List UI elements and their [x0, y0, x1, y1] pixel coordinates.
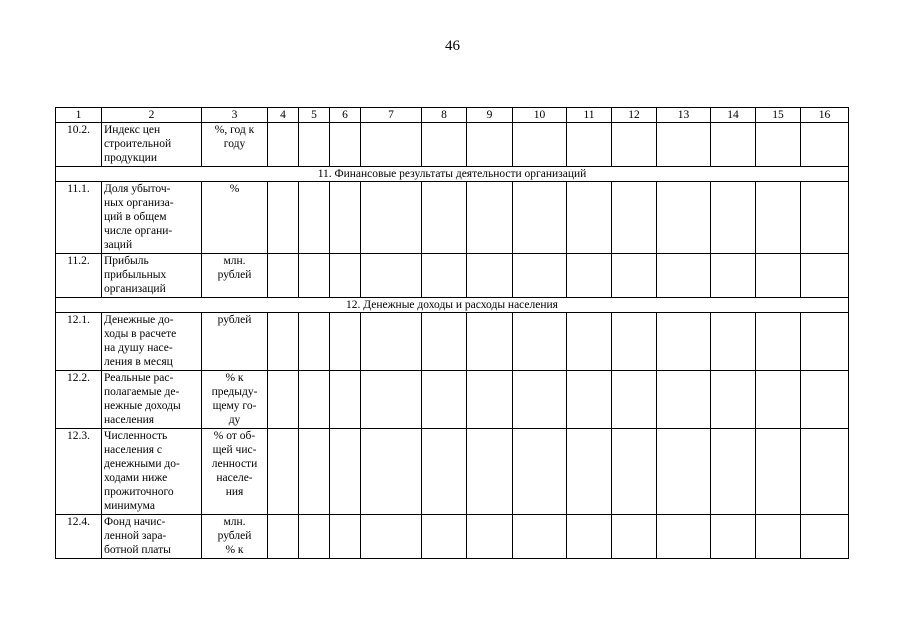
value-cell: [268, 182, 299, 254]
value-cell: [268, 371, 299, 429]
value-cell: [711, 182, 756, 254]
unit-line: млн.: [223, 255, 246, 267]
value-cell: [513, 313, 567, 371]
column-header: 5: [299, 108, 330, 123]
header-row: [56, 108, 849, 123]
value-cell: [513, 371, 567, 429]
statistics-table: [55, 107, 849, 559]
value-cell: [801, 123, 849, 167]
value-cell: [756, 429, 801, 515]
value-cell: [567, 254, 612, 298]
value-cell: [756, 254, 801, 298]
page-number: 46: [445, 38, 460, 54]
unit-line: % от об-: [213, 430, 256, 442]
value-cell: [711, 515, 756, 559]
row-number: 11.2.: [56, 254, 102, 298]
value-cell: [330, 182, 361, 254]
section-row: [56, 298, 849, 313]
value-cell: [361, 429, 422, 515]
value-cell: [657, 313, 711, 371]
indicator-name-line: Реальные рас-: [104, 372, 174, 384]
unit-line: рублей: [217, 314, 252, 326]
unit-line: млн.: [223, 516, 246, 528]
value-cell: [657, 123, 711, 167]
column-header: 8: [422, 108, 467, 123]
value-cell: [513, 254, 567, 298]
value-cell: [711, 123, 756, 167]
value-cell: [268, 313, 299, 371]
unit-line: % к: [225, 372, 244, 384]
value-cell: [299, 254, 330, 298]
value-cell: [361, 182, 422, 254]
indicator-name-line: ходами ниже: [104, 472, 168, 484]
column-header: 4: [268, 108, 299, 123]
value-cell: [299, 123, 330, 167]
indicator-name-line: ных организа-: [104, 197, 174, 209]
unit-line: ду: [228, 414, 241, 426]
value-cell: [711, 313, 756, 371]
value-cell: [361, 313, 422, 371]
value-cell: [467, 313, 513, 371]
indicator-name-line: Индекс цен: [104, 124, 161, 136]
table-row: [56, 123, 849, 167]
value-cell: [801, 515, 849, 559]
value-cell: [361, 371, 422, 429]
value-cell: [268, 254, 299, 298]
row-number: 12.4.: [56, 515, 102, 559]
value-cell: [422, 429, 467, 515]
indicator-name: [102, 371, 202, 429]
value-cell: [361, 515, 422, 559]
value-cell: [513, 515, 567, 559]
value-cell: [422, 515, 467, 559]
table-row: [56, 182, 849, 254]
indicator-name-line: населения: [104, 414, 155, 426]
indicator-name-line: ботной платы: [104, 544, 171, 556]
column-header: 9: [467, 108, 513, 123]
value-cell: [330, 429, 361, 515]
column-header: 15: [756, 108, 801, 123]
value-cell: [801, 254, 849, 298]
value-cell: [467, 429, 513, 515]
unit-line: рублей: [217, 530, 252, 542]
value-cell: [467, 123, 513, 167]
indicator-name-line: населения с: [104, 444, 163, 456]
table-row: [56, 313, 849, 371]
unit-of-measure: [202, 182, 268, 254]
value-cell: [756, 182, 801, 254]
value-cell: [801, 429, 849, 515]
value-cell: [422, 313, 467, 371]
unit-line: % к: [225, 544, 244, 556]
indicator-name: [102, 515, 202, 559]
section-title: 12. Денежные доходы и расходы населения: [56, 298, 849, 313]
row-number: 12.2.: [56, 371, 102, 429]
unit-line: году: [223, 138, 246, 150]
unit-of-measure: [202, 429, 268, 515]
value-cell: [612, 182, 657, 254]
indicator-name-line: Прибыль: [104, 255, 149, 267]
value-cell: [612, 123, 657, 167]
value-cell: [299, 429, 330, 515]
indicator-name: [102, 429, 202, 515]
indicator-name-line: прибыльных: [104, 269, 167, 281]
value-cell: [657, 515, 711, 559]
value-cell: [801, 313, 849, 371]
value-cell: [422, 123, 467, 167]
value-cell: [513, 429, 567, 515]
unit-of-measure: [202, 515, 268, 559]
unit-line: населе-: [216, 472, 253, 484]
indicator-name-line: строительной: [104, 138, 172, 150]
value-cell: [330, 515, 361, 559]
value-cell: [299, 515, 330, 559]
indicator-name-line: Доля убыточ-: [104, 183, 171, 195]
value-cell: [801, 182, 849, 254]
indicator-name-line: нежные доходы: [104, 400, 181, 412]
column-header: 3: [202, 108, 268, 123]
value-cell: [657, 182, 711, 254]
indicator-name-line: заций: [104, 239, 133, 251]
unit-line: ленности: [211, 458, 258, 470]
indicator-name-line: ций в общем: [104, 211, 167, 223]
value-cell: [657, 371, 711, 429]
indicator-name-line: на душу насе-: [104, 342, 173, 354]
value-cell: [330, 254, 361, 298]
value-cell: [330, 123, 361, 167]
indicator-name-line: числе органи-: [104, 225, 173, 237]
indicator-name-line: организаций: [104, 283, 166, 295]
column-header: 6: [330, 108, 361, 123]
column-header: 14: [711, 108, 756, 123]
unit-of-measure: [202, 254, 268, 298]
value-cell: [612, 515, 657, 559]
indicator-name-line: прожиточного: [104, 486, 174, 498]
table-row: [56, 515, 849, 559]
value-cell: [467, 254, 513, 298]
indicator-name: [102, 123, 202, 167]
unit-line: щей чис-: [212, 444, 257, 456]
column-header: 7: [361, 108, 422, 123]
unit-of-measure: [202, 313, 268, 371]
unit-line: щему го-: [212, 400, 257, 412]
unit-of-measure: [202, 371, 268, 429]
unit-line: %, год к: [214, 124, 255, 136]
value-cell: [567, 182, 612, 254]
indicator-name-line: Фонд начис-: [104, 516, 166, 528]
value-cell: [711, 254, 756, 298]
indicator-name: [102, 313, 202, 371]
value-cell: [299, 182, 330, 254]
value-cell: [567, 313, 612, 371]
value-cell: [467, 371, 513, 429]
value-cell: [801, 371, 849, 429]
value-cell: [422, 371, 467, 429]
indicator-name: [102, 182, 202, 254]
column-header: 1: [56, 108, 102, 123]
value-cell: [612, 371, 657, 429]
value-cell: [756, 123, 801, 167]
unit-line: ния: [225, 486, 244, 498]
value-cell: [330, 313, 361, 371]
value-cell: [711, 429, 756, 515]
indicator-name: [102, 254, 202, 298]
value-cell: [330, 371, 361, 429]
value-cell: [422, 182, 467, 254]
indicator-name-line: Численность: [104, 430, 168, 442]
column-header: 16: [801, 108, 849, 123]
column-header: 11: [567, 108, 612, 123]
value-cell: [361, 254, 422, 298]
column-header: 12: [612, 108, 657, 123]
value-cell: [612, 313, 657, 371]
row-number: 11.1.: [56, 182, 102, 254]
table-row: [56, 371, 849, 429]
value-cell: [567, 515, 612, 559]
unit-line: рублей: [217, 269, 252, 281]
value-cell: [567, 429, 612, 515]
indicator-name-line: денежными до-: [104, 458, 180, 470]
value-cell: [299, 371, 330, 429]
value-cell: [756, 313, 801, 371]
unit-line: предыду-: [211, 386, 258, 398]
value-cell: [711, 371, 756, 429]
value-cell: [513, 182, 567, 254]
table-row: [56, 254, 849, 298]
row-number: 12.1.: [56, 313, 102, 371]
column-header: 10: [513, 108, 567, 123]
value-cell: [567, 371, 612, 429]
value-cell: [513, 123, 567, 167]
indicator-name-line: ленной зара-: [104, 530, 167, 542]
indicator-name-line: Денежные до-: [104, 314, 174, 326]
table-row: [56, 429, 849, 515]
indicator-name-line: ления в месяц: [104, 356, 173, 368]
row-number: 12.3.: [56, 429, 102, 515]
indicator-name-line: продукции: [104, 152, 157, 164]
value-cell: [268, 429, 299, 515]
column-header: 13: [657, 108, 711, 123]
value-cell: [361, 123, 422, 167]
value-cell: [422, 254, 467, 298]
value-cell: [657, 254, 711, 298]
section-row: [56, 167, 849, 182]
value-cell: [612, 254, 657, 298]
value-cell: [467, 182, 513, 254]
unit-line: %: [229, 183, 240, 195]
value-cell: [756, 371, 801, 429]
section-title: 11. Финансовые результаты деятельности организаций: [56, 167, 849, 182]
indicator-name-line: минимума: [104, 500, 155, 512]
indicator-name-line: полагаемые де-: [104, 386, 180, 398]
value-cell: [268, 515, 299, 559]
value-cell: [299, 313, 330, 371]
column-header: 2: [102, 108, 202, 123]
value-cell: [657, 429, 711, 515]
value-cell: [268, 123, 299, 167]
value-cell: [756, 515, 801, 559]
value-cell: [567, 123, 612, 167]
value-cell: [612, 429, 657, 515]
row-number: 10.2.: [56, 123, 102, 167]
indicator-name-line: ходы в расчете: [104, 328, 177, 340]
unit-of-measure: [202, 123, 268, 167]
value-cell: [467, 515, 513, 559]
